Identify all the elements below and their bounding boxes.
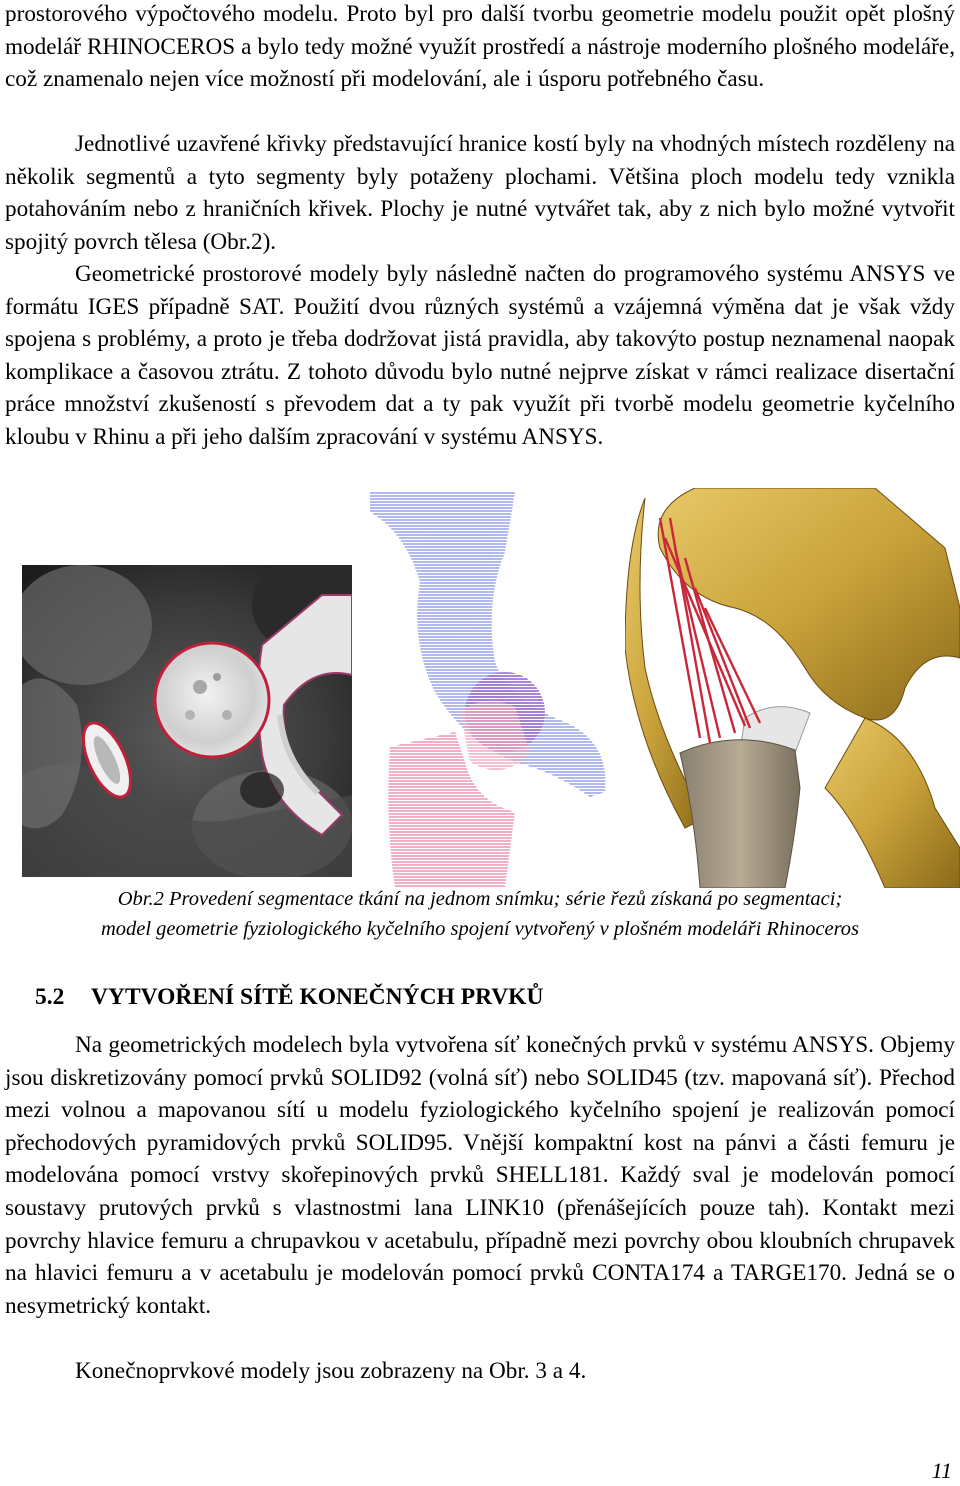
section-title: VYTVOŘENÍ SÍTĚ KONEČNÝCH PRVKŮ xyxy=(91,984,544,1010)
hip-joint-3d-model-image xyxy=(625,488,960,888)
section-number: 5.2 xyxy=(35,984,65,1010)
page-number: 11 xyxy=(931,1458,952,1483)
segmented-slices-series-image xyxy=(365,492,613,888)
figure-caption-line-2: model geometrie fyziologického kyčelního spojení vytvořený v plošném modeláři Rhinoceros xyxy=(100,918,860,940)
paragraph-modeler: prostorového výpočtového modelu. Proto byl pro další tvorbu geometrie modelu použit opět plošný modelář RHINOCEROS a bylo tedy možné využít prostředí a nástroje moderního plošného modeláře, což znamenalo nejen více možností při modelování, ale i úsporu potřebného času. xyxy=(5,1,955,93)
ct-segmentation-image xyxy=(22,565,352,877)
figure-caption xyxy=(20,884,940,944)
paragraph-ansys-import: Geometrické prostorové modely byly následně načten do programového systému ANSYS ve formátu IGES případně SAT. Použití dvou různých systémů a vzájemná výměna dat je však vždy spojena s problémy, a proto je třeba dodržovat jistá pravidla, aby takovýto postup neznamenal naopak komplikace a časovou ztrátu. Z tohoto důvodu bylo nutné nejprve získat v rámci realizace disertační práce množství zkušeností s převodem dat a ty pak využít při tvorbě modelu geometrie kyčelního kloubu v Rhinu a při jeho dalším zpracování v systému ANSYS. xyxy=(5,261,955,450)
paragraph-fem-models: Konečnoprvkové modely jsou zobrazeny na Obr. 3 a 4. xyxy=(75,1358,587,1384)
figure-caption-line-1: Obr.2 Provedení segmentace tkání na jednom snímku; série řezů získaná po segmentaci; xyxy=(117,888,843,910)
section-heading xyxy=(35,984,543,1011)
paragraph-fem-mesh: Na geometrických modelech byla vytvořena síť konečných prvků v systému ANSYS. Objemy jsou diskretizovány pomocí prvků SOLID92 (volná síť) nebo SOLID45 (tzv. mapovaná síť). Přechod mezi volnou a mapovanou sítí u modelu fyziologického kyčelního spojení je realizován pomocí přechodových pyramidových prvků SOLID95. Vnější kompaktní kost na pánvi a části femuru je modelována pomocí vrstvy skořepinových prvků SHELL181. Každý sval je modelován pomocí soustavy prutových prvků s vlastnostmi lana LINK10 (přenášejících pouze tah). Kontakt mezi povrchy hlavice femuru a chrupavkou v acetabulu, případně mezi povrchy obou kloubních chrupavek na hlavici femuru a v acetabulu je modelován pomocí prvků CONTA174 a TARGE170. Jedná se o nesymetrický kontakt. xyxy=(5,1032,955,1319)
figure-2 xyxy=(0,488,960,888)
paragraph-curves: Jednotlivé uzavřené křivky představující hranice kostí byly na vhodných místech rozděleny na několik segmentů a tyto segmenty byly potaženy plochami. Většina ploch modelu tedy vznikla potahováním nebo z hraničních křivek. Plochy je nutné vytvářet tak, aby z nich bylo možné vytvořit spojitý povrch tělesa (Obr.2). xyxy=(5,131,955,255)
